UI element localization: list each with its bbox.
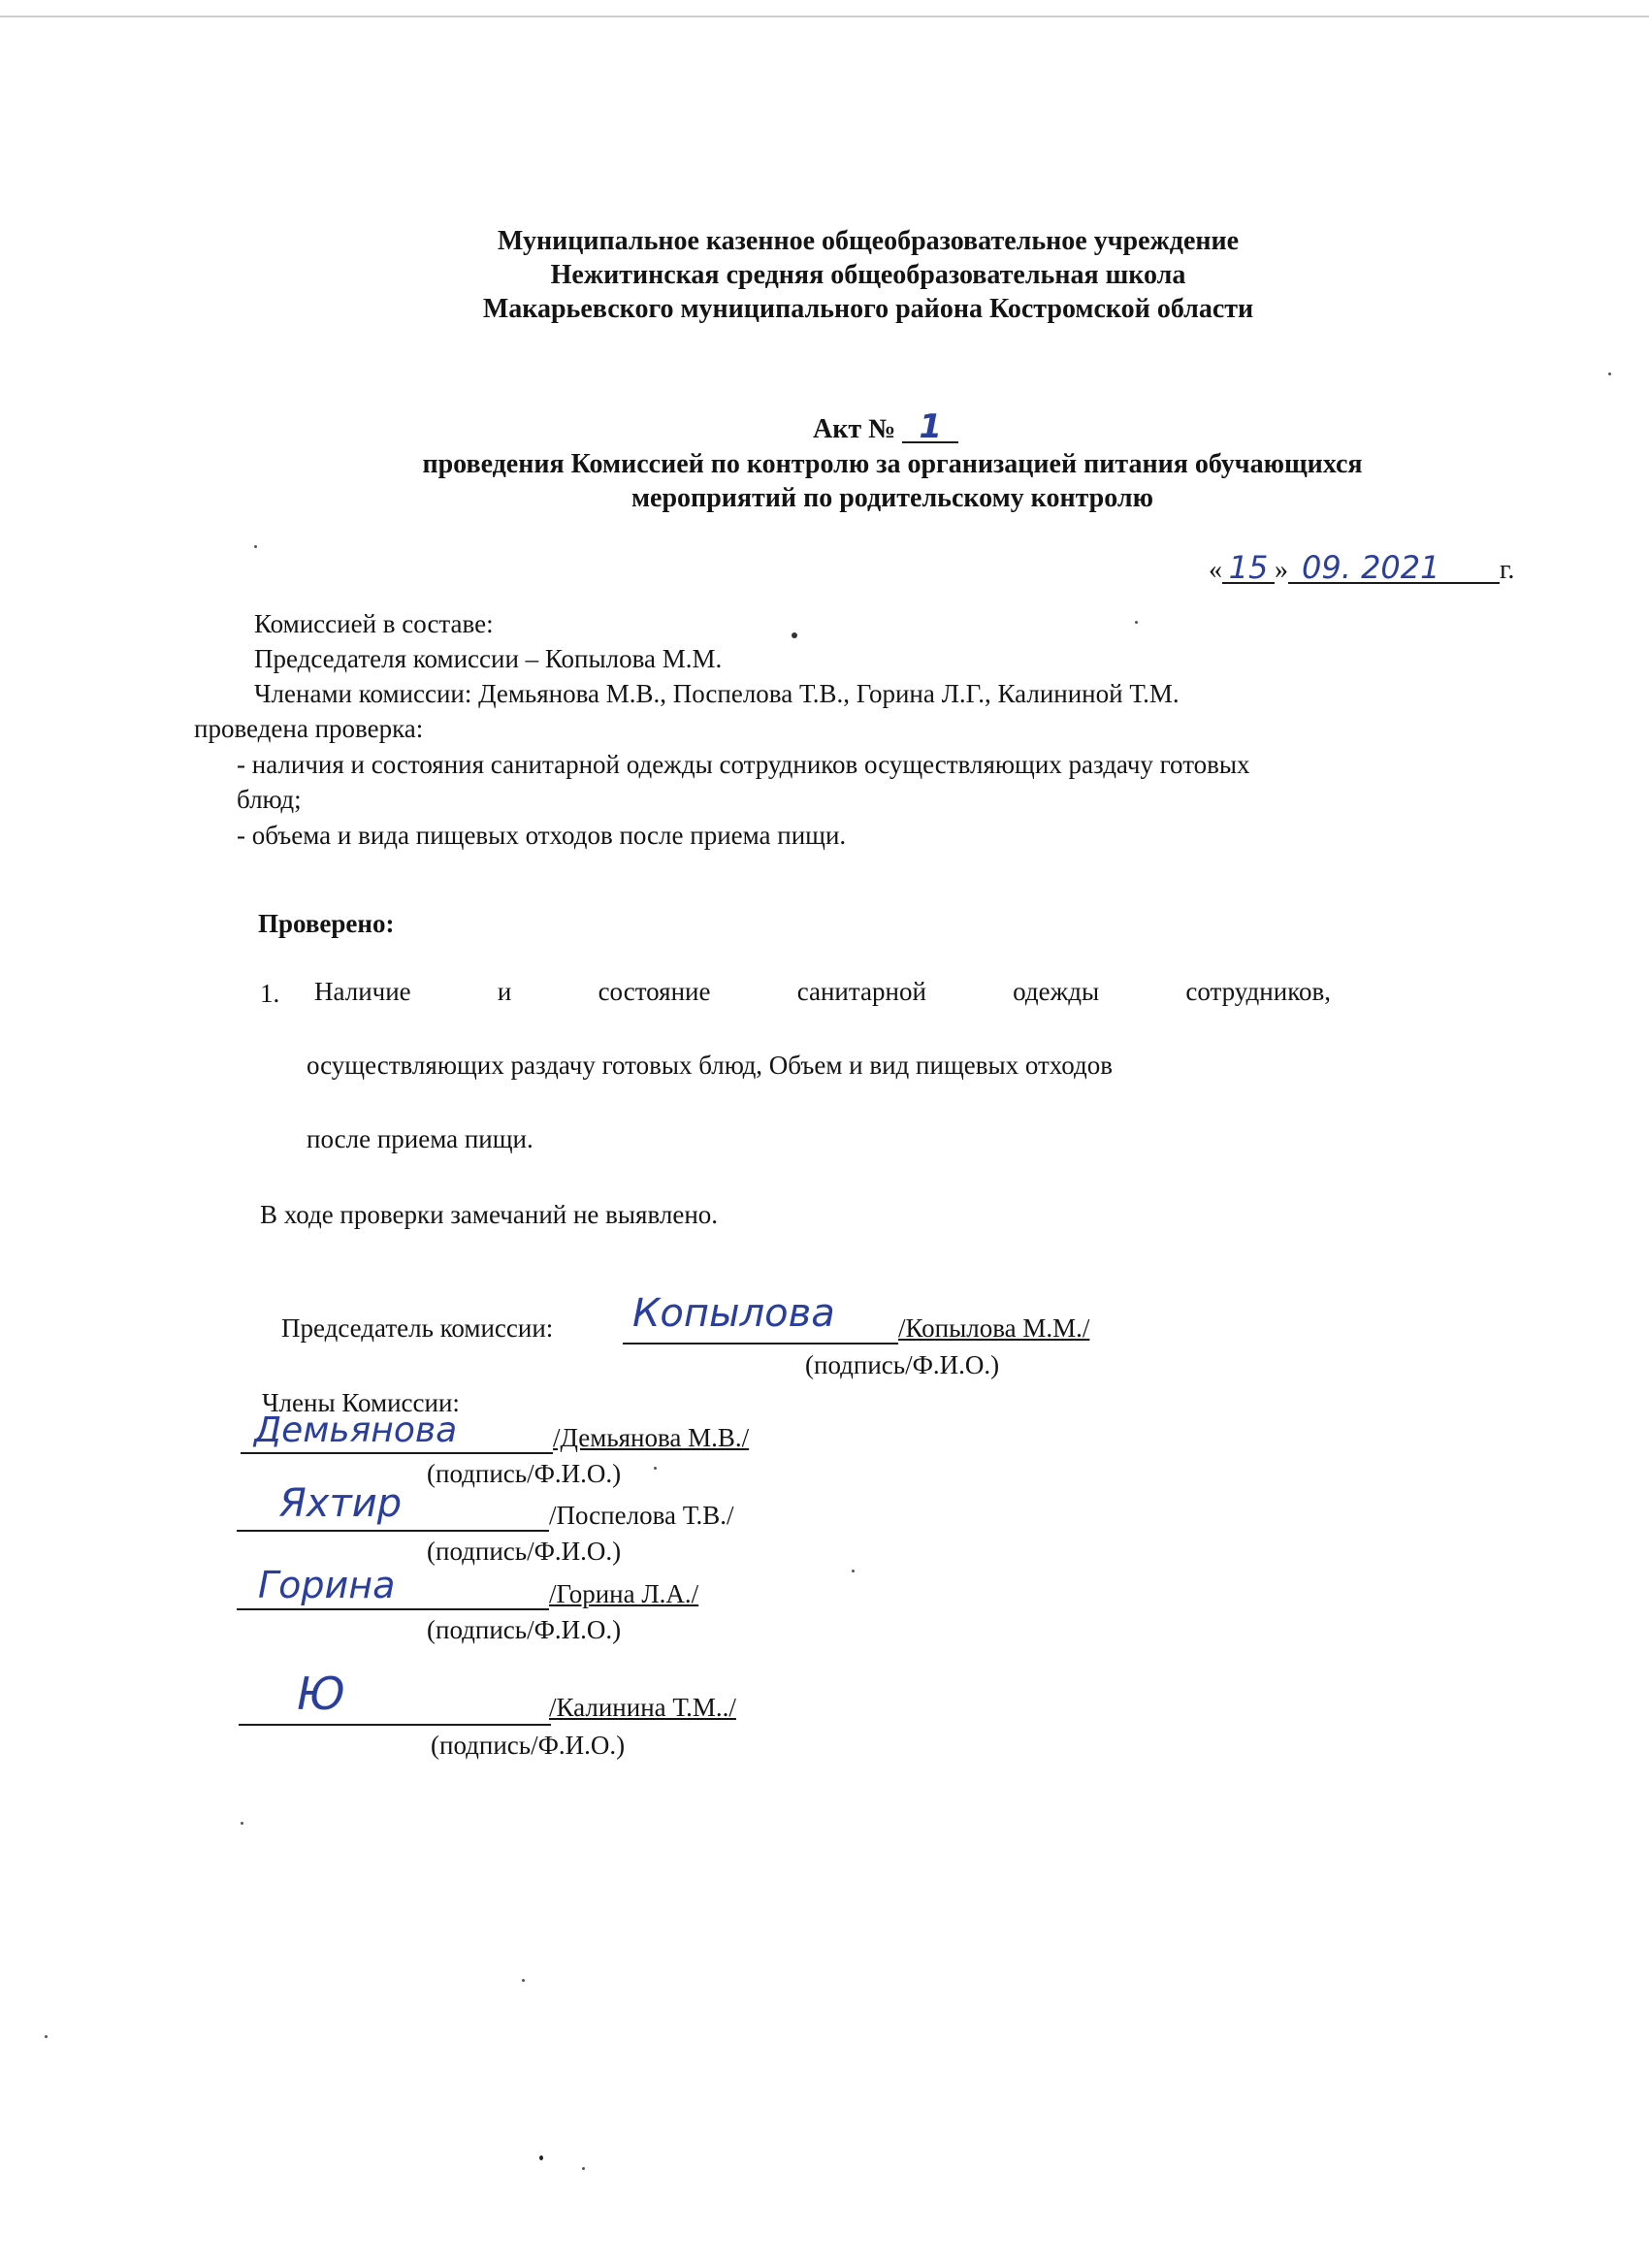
checked-item-line-2: осуществляющих раздачу готовых блюд, Объем и вид пищевых отходов [307,1051,1113,1080]
member-2-signature-handwritten: Яхтир [279,1481,403,1526]
scan-top-edge [0,16,1649,17]
checked-item-1-line-1: - наличия и состояния санитарной одежды сотрудников осуществляющих раздачу готовых [237,750,1250,779]
act-date [1209,549,1515,587]
conclusion: В ходе проверки замечаний не выявлено. [260,1200,719,1229]
member-2-caption: (подпись/Ф.И.О.) [427,1537,622,1566]
checked-word: сотрудников, [1185,977,1331,1006]
member-4-caption: (подпись/Ф.И.О.) [431,1731,626,1760]
date-open-quote: « [1209,555,1222,585]
chair-sign-label: Председатель комиссии: [281,1313,554,1343]
scan-speck [654,1467,657,1470]
member-3-name: /Горина Л.А./ [549,1579,699,1608]
chair-signature-handwritten: Копылова [632,1291,835,1336]
act-subtitle-2: мероприятий по родительскому контролю [630,483,1153,513]
composition-intro: Комиссией в составе: [254,609,494,638]
scan-speck [539,2155,543,2160]
member-2-name: /Поспелова Т.В./ [549,1501,734,1530]
act-number-handwritten: 1 [902,412,958,443]
chair-name: /Копылова М.М./ [898,1313,1090,1343]
scan-speck [1608,373,1611,375]
date-close-quote: » [1275,555,1288,585]
date-month-year-handwritten: 09. 2021 [1288,553,1500,584]
checked-heading: Проверено: [258,909,395,938]
checked-word: состояние [598,977,711,1006]
scan-speck [852,1570,855,1572]
act-title [813,407,958,446]
member-1-signature-handwritten: Демьянова [254,1410,458,1450]
scan-speck [241,1822,243,1825]
scan-speck [792,632,797,638]
members-label: Члены Комиссии: [262,1388,460,1417]
checked-word: одежды [1013,977,1100,1006]
act-subtitle-1: проведения Комиссией по контролю за организацией питания обучающихся [422,449,1363,479]
scan-speck [1135,621,1138,624]
header-line-2: Нежитинская средняя общеобразовательная школа [550,260,1186,290]
scan-speck [254,545,257,548]
member-1-name: /Демьянова М.В./ [553,1423,750,1452]
member-3-signature-handwritten: Горина [258,1564,396,1606]
member-4-signature-line [239,1724,551,1726]
checked-item-2: - объема и вида пищевых отходов после приема пищи. [237,821,847,850]
checked-word: санитарной [796,977,926,1006]
date-suffix: г. [1500,555,1515,585]
scan-speck [45,2035,48,2038]
header-line-1: Муниципальное казенное общеобразовательное учреждение [497,226,1240,256]
checked-item-1-line-2: блюд; [237,785,302,814]
member-4-signature-handwritten: Ю [297,1668,345,1720]
scan-speck [522,1979,525,1982]
act-title-prefix: Акт № [813,414,896,444]
checked-word: Наличие [314,977,411,1006]
checked-intro: проведена проверка: [194,714,424,743]
chair-sign-caption: (подпись/Ф.И.О.) [805,1350,1000,1379]
date-day-handwritten: 15 [1222,553,1275,584]
member-4-name: /Калинина Т.М../ [549,1693,736,1722]
checked-item-line-1 [314,976,1331,1008]
scan-speck [582,2167,585,2170]
checked-item-number: 1. [260,979,280,1008]
composition-members: Членами комиссии: Демьянова М.В., Поспелова Т.В., Горина Л.Г., Калининой Т.М. [254,679,1180,708]
member-3-caption: (подпись/Ф.И.О.) [427,1615,622,1644]
chair-signature-line [623,1343,898,1345]
checked-item-line-3: после приема пищи. [307,1124,534,1153]
header-line-3: Макарьевского муниципального района Костромской области [482,294,1254,324]
composition-chair: Председателя комиссии – Копылова М.М. [254,644,723,673]
member-3-signature-line [237,1608,549,1610]
member-1-caption: (подпись/Ф.И.О.) [427,1459,622,1488]
member-2-signature-line [237,1530,549,1532]
checked-word: и [497,977,512,1006]
